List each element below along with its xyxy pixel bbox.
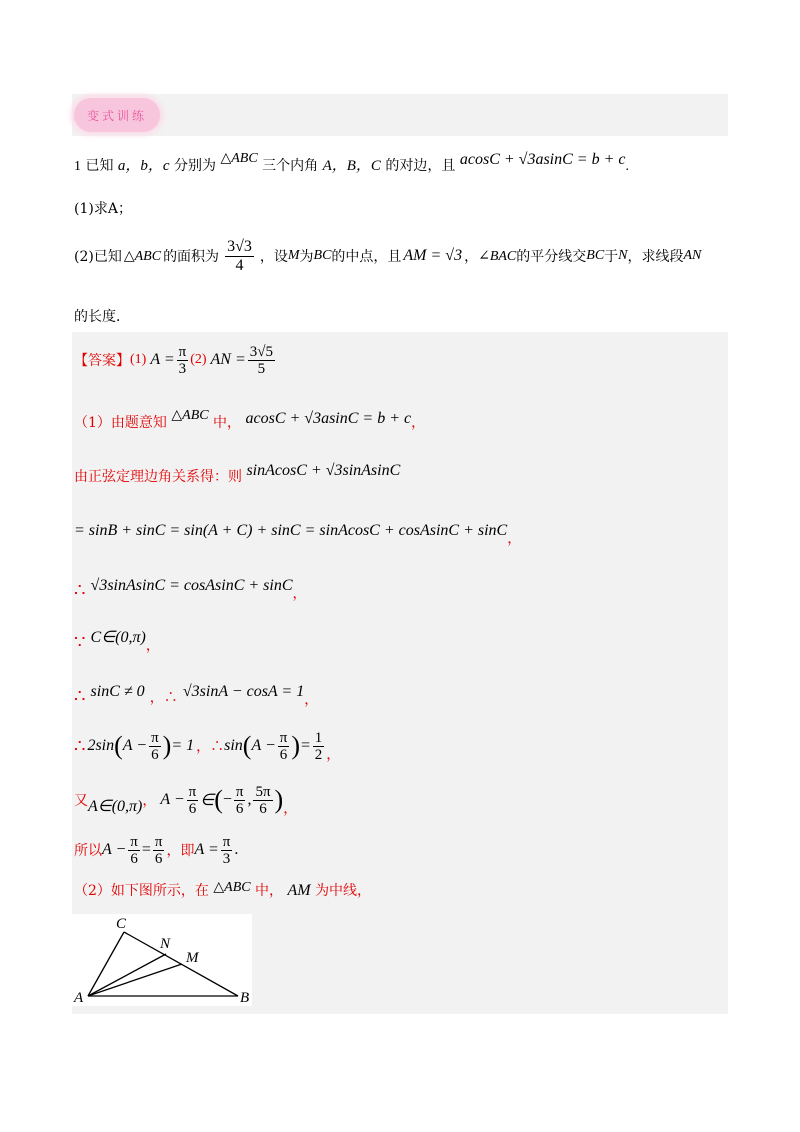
var-N: N: [618, 248, 628, 263]
answer-a-lhs: A =: [150, 351, 175, 368]
var-BC: BC: [586, 248, 605, 263]
step-text: 中，: [213, 415, 242, 431]
step-equation: C∈(0,π): [90, 629, 146, 646]
step-punct: ，: [326, 747, 341, 763]
segment-am: [88, 964, 182, 996]
solution-step-6: [74, 680, 319, 708]
question-part-2: [74, 232, 734, 280]
question-line-1: 1 已知 a，b，c 分别为 △ABC 三个内角 A，B，C 的对边，且 acosC + √3asinC = b + c.: [74, 151, 629, 174]
triangle-abc: △ABC: [213, 880, 251, 895]
answer-part-1: (1): [130, 352, 147, 367]
step-punct: ，: [304, 692, 319, 708]
step-equation: sinC ≠ 0: [90, 683, 145, 700]
step-equation: sinAcosC + √3sinAsinC: [246, 462, 401, 479]
angle-vars: A，B，C: [322, 158, 381, 174]
line-3-text: 的长度．: [74, 309, 130, 325]
step-text: （1）由题意知: [74, 415, 167, 431]
fraction-denominator: 6: [151, 746, 159, 763]
fraction-denominator: 6: [154, 850, 163, 867]
var-AN: AN: [683, 248, 702, 263]
question-text: 的对边，且: [385, 158, 456, 174]
fraction-denominator: 6: [235, 800, 244, 817]
step-equation: ∈: [200, 792, 215, 809]
step-text: （2）如下图所示，在: [74, 883, 209, 899]
fraction-numerator: π: [222, 833, 231, 850]
fraction-numerator: 1: [314, 729, 323, 746]
step-equation: acosC + √3asinC = b + c: [245, 410, 412, 427]
triangle-abc: △ABC: [220, 151, 258, 166]
question-line-3: [74, 306, 130, 326]
step-punct: ，: [507, 531, 522, 547]
label-n: N: [160, 936, 171, 952]
part-2-text: 的面积为: [163, 249, 220, 265]
question-text: 已知: [85, 158, 114, 174]
area-fraction: [225, 238, 254, 275]
step-equation: ,: [247, 791, 252, 808]
step-equation: A =: [194, 841, 219, 858]
part-2-text: 为: [299, 249, 314, 265]
section-header-band: [72, 94, 728, 136]
angle-bac: ∠BAC: [478, 248, 517, 264]
part-2-text: 的中点，且: [331, 249, 402, 265]
step-text: 为中线，: [315, 883, 372, 899]
part-2-text: ，: [464, 249, 479, 265]
solution-step-9: [74, 830, 238, 870]
fraction-numerator: π: [178, 343, 187, 360]
step-equation: A −: [160, 791, 185, 808]
solution-step-7: ∴ 2sin ( A − $\frac{\pi}{6}$ ) = 1 ，∴ sin ( A − $\frac{\pi}{6}$ ) = $\frac{1}{2}$ ，: [74, 729, 341, 763]
step-text: 所以: [74, 843, 102, 859]
therefore-symbol: ∴: [74, 580, 86, 601]
part-2-text: ，设: [259, 249, 288, 265]
var-BC: BC: [313, 248, 332, 263]
label-m: M: [186, 950, 199, 966]
therefore-symbol: ∴: [74, 686, 86, 707]
step-text: ，∴: [196, 739, 225, 755]
label-a: A: [74, 990, 84, 1006]
step-punct: ，: [145, 638, 160, 654]
step-equation: −: [222, 791, 232, 808]
step-punct: ，: [283, 801, 298, 817]
answer-a-fraction: [177, 344, 189, 377]
step-equation: = 1: [171, 737, 195, 754]
step-equation: = sinB + sinC = sin(A + C) + sinC = sinAcosC + cosAsinC + sinC: [74, 522, 508, 539]
solution-step-2: [74, 462, 401, 486]
fraction-numerator: π: [154, 833, 163, 850]
step-equation: sin: [224, 737, 243, 754]
question-part-1: [74, 198, 132, 218]
step-punct: ，: [411, 415, 426, 431]
badge-label: 变式训练: [86, 108, 147, 123]
step-text: 又: [74, 793, 88, 809]
answer-an-fraction: [248, 344, 275, 377]
variant-training-badge: [74, 98, 160, 132]
fraction-denominator: 6: [188, 800, 197, 817]
step-equation: √3sinA − cosA = 1: [182, 683, 305, 700]
because-symbol: ∵: [74, 632, 86, 653]
step-equation: √3sinAsinC = cosAsinC + sinC: [90, 577, 293, 594]
step-equation: A −: [251, 737, 276, 754]
part-2-text: ，求线段: [627, 249, 684, 265]
step-equation: A −: [102, 841, 127, 858]
fraction-denominator: 3: [222, 850, 231, 867]
fraction-numerator: 5π: [255, 783, 271, 800]
fraction-numerator: π: [188, 783, 197, 800]
fraction-numerator: π: [235, 783, 244, 800]
question-number: 1: [74, 159, 81, 174]
fraction-denominator: 5: [257, 360, 266, 377]
triangle-abc: △ABC: [171, 408, 209, 423]
var-M: M: [287, 248, 300, 263]
label-b: B: [240, 990, 250, 1006]
fraction-numerator: π: [279, 729, 288, 746]
var-AM: AM: [287, 882, 311, 899]
step-equation: A −: [122, 737, 148, 754]
question-text: 分别为: [174, 158, 217, 174]
question-text: 三个内角: [262, 158, 319, 174]
area-denominator: 4: [235, 256, 244, 274]
part-2-text: 的平分线交: [516, 249, 587, 265]
fraction-denominator: 6: [279, 746, 288, 763]
step-equation: A∈(0,π): [88, 798, 143, 815]
condition-equation: acosC + √3asinC = b + c: [459, 151, 626, 168]
step-equation: =: [141, 841, 151, 858]
answer-part-2: (2): [190, 352, 207, 367]
step-equation: =: [300, 737, 311, 754]
area-numerator: 3√3: [227, 237, 252, 255]
step-text: 中，: [255, 883, 284, 899]
solution-step-1: [74, 408, 426, 432]
side-vars: a，b，c: [117, 158, 170, 174]
fraction-denominator: 6: [259, 800, 267, 817]
solution-step-8: 又 A∈(0,π) ， A − $\frac{\pi}{6}$ ∈ ( − $\frac{\pi}{6}$ , $\frac{5\pi}{6}$ ) ，: [74, 783, 298, 817]
step-text: 由正弦定理边角关系得：则: [74, 469, 242, 485]
fraction-numerator: π: [130, 833, 138, 850]
step-text: ，即: [166, 843, 195, 859]
step-text: ，: [142, 793, 157, 809]
fraction-numerator: π: [151, 729, 159, 746]
am-equation: AM = √3: [403, 247, 463, 264]
therefore-symbol: ∴: [74, 735, 86, 757]
fraction-numerator: 3√5: [249, 343, 273, 360]
triangle-abc: △ABC: [123, 248, 162, 264]
step-equation: 2sin: [87, 737, 115, 754]
solution-box: [72, 332, 728, 1014]
solution-step-5: [74, 626, 160, 654]
step-punct: .: [234, 841, 239, 858]
part-1-text: (1)求A；: [74, 201, 132, 217]
solution-step-10: [74, 880, 371, 900]
solution-step-4: [74, 574, 307, 602]
fraction-denominator: 3: [178, 360, 187, 377]
fraction-denominator: 2: [314, 746, 323, 763]
answer-an-lhs: AN =: [210, 351, 246, 368]
part-2-text: (2)已知: [74, 249, 122, 265]
answer-label: 【答案】: [74, 353, 130, 369]
step-text: ，∴: [149, 690, 178, 706]
solution-step-3: [74, 520, 522, 547]
triangle-figure: [72, 914, 252, 1006]
label-c: C: [116, 916, 127, 932]
fraction-denominator: 6: [130, 850, 138, 867]
triangle-diagram: [72, 914, 252, 1006]
answer-line: [74, 340, 277, 380]
part-2-text: 于: [604, 249, 619, 265]
step-punct: ，: [292, 586, 307, 602]
